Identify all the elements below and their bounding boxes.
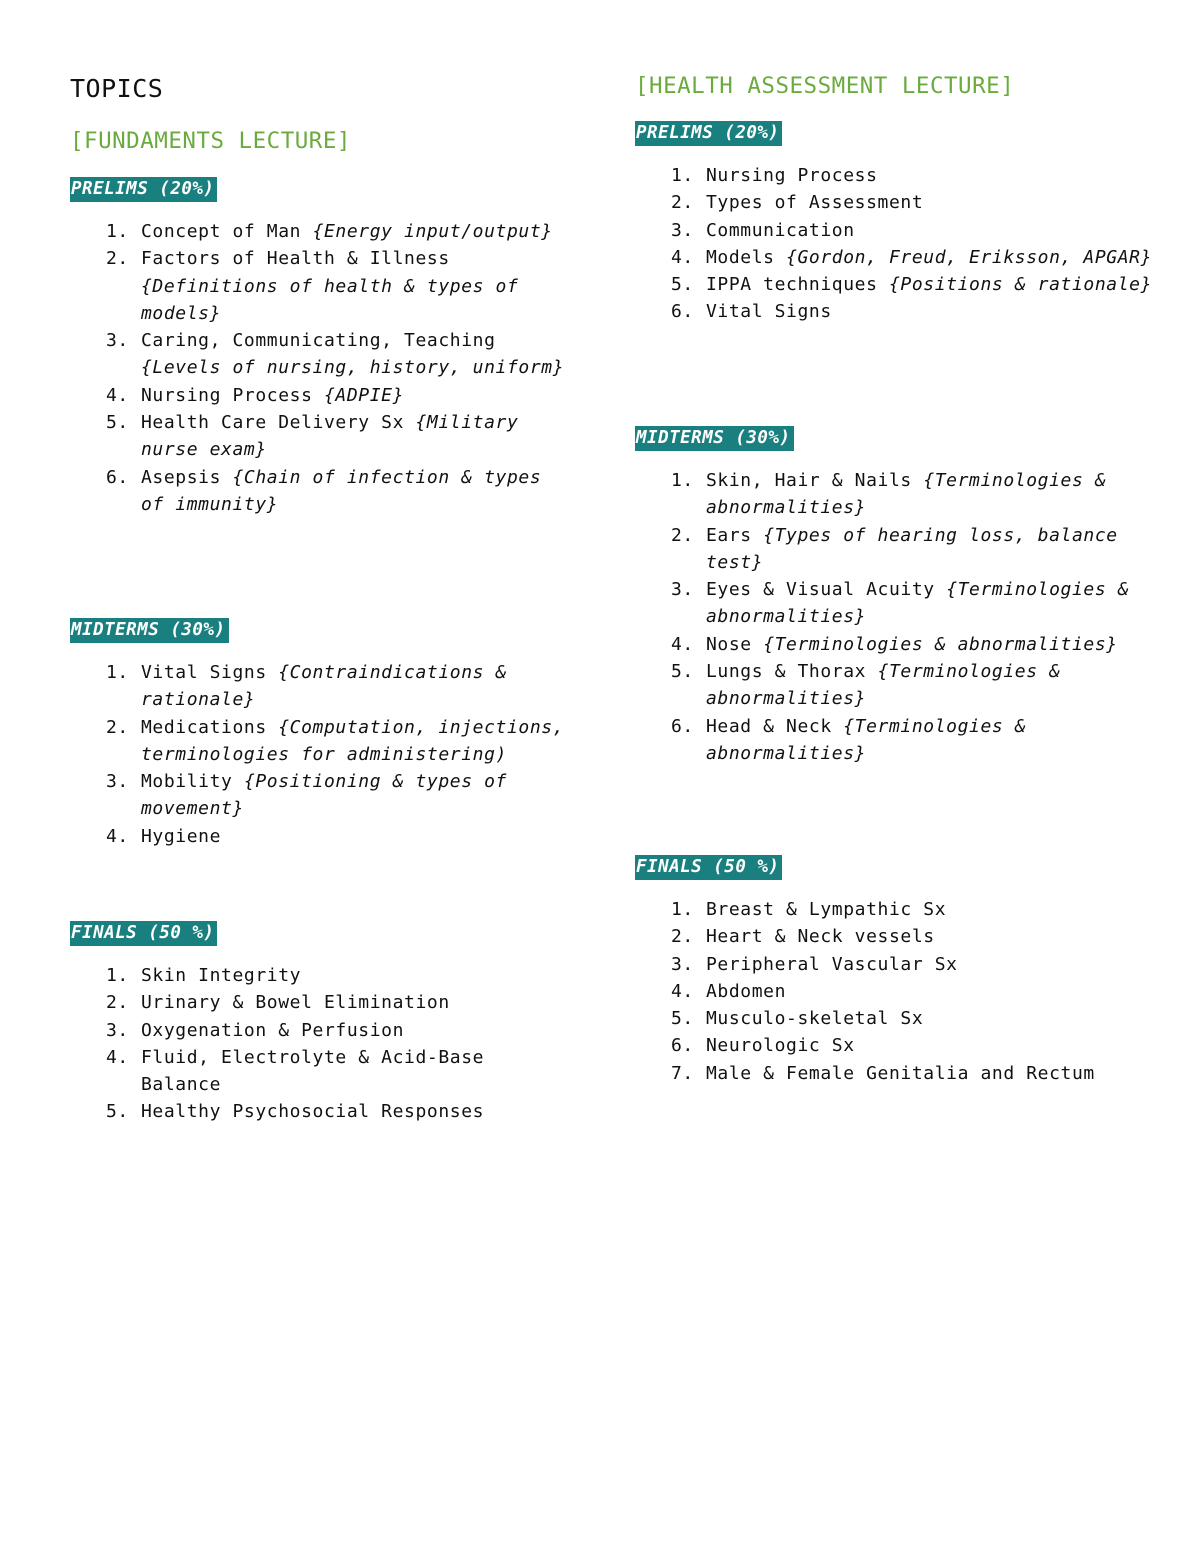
topic-list [70, 962, 570, 1126]
topic-list [635, 896, 1155, 1087]
topic-item [70, 1017, 570, 1044]
topic-title: Heart & Neck vessels [706, 926, 935, 948]
topic-detail: {Chain of infection & types of immunity} [141, 466, 542, 515]
topic-item [635, 189, 1155, 216]
topic-title: Health Care Delivery Sx [141, 412, 416, 434]
topic-number: 1. [671, 899, 694, 920]
topic-number: 4. [671, 246, 694, 268]
topic-number: 4. [671, 633, 694, 655]
topic-number: 2. [106, 992, 129, 1014]
topic-title: Mobility [141, 771, 244, 793]
topic-item [635, 244, 1155, 271]
topic-item [635, 951, 1155, 978]
topic-number: 5. [671, 1008, 694, 1030]
topic-item [70, 218, 570, 245]
topic-item [635, 162, 1155, 189]
topic-number: 2. [671, 524, 694, 546]
topic-title: Abdomen [706, 980, 787, 1002]
topic-title: IPPA techniques [706, 274, 889, 296]
topic-item [635, 298, 1155, 325]
topic-number: 4. [106, 825, 129, 847]
section-finals-health-assessment [635, 855, 1155, 1087]
topic-item [635, 467, 1155, 522]
midterms-badge: MIDTERMS (30%) [635, 426, 794, 451]
topic-item [70, 768, 570, 823]
topic-number: 3. [106, 771, 129, 793]
section-midterms-health-assessment [635, 426, 1155, 767]
topic-item [635, 522, 1155, 577]
topic-title: Neurologic Sx [706, 1035, 855, 1057]
topic-detail: {Positioning & types of movement} [141, 771, 507, 820]
page-title: TOPICS [70, 74, 164, 103]
topic-number: 3. [671, 953, 694, 975]
topic-title: Musculo-skeletal Sx [706, 1008, 924, 1030]
topic-number: 3. [106, 330, 129, 352]
topic-item [70, 823, 570, 850]
topic-item [635, 1060, 1155, 1087]
topic-item [635, 896, 1155, 923]
topic-title: Skin, Hair & Nails [706, 470, 924, 491]
topic-detail: {Types of hearing loss, balance test} [706, 524, 1118, 573]
topic-title: Factors of Health & Illness [141, 248, 450, 270]
topic-detail: {Terminologies & abnormalities} [706, 661, 1061, 710]
topic-item [635, 631, 1155, 658]
topic-number: 1. [106, 965, 129, 986]
topic-number: 6. [671, 1035, 694, 1057]
section-prelims-health-assessment [635, 121, 1155, 326]
topic-title: Lungs & Thorax [706, 661, 878, 683]
topic-title: Oxygenation & Perfusion [141, 1019, 405, 1041]
finals-badge: FINALS (50 %) [70, 921, 217, 946]
topic-title: Caring, Communicating, Teaching [141, 330, 496, 352]
topic-detail: {Levels of nursing, history, uniform} [141, 357, 565, 379]
topic-detail: {ADPIE} [324, 384, 405, 406]
topic-title: Breast & Lympathic Sx [706, 899, 947, 920]
topic-list [70, 218, 570, 518]
topic-item [635, 217, 1155, 244]
topic-item [70, 989, 570, 1016]
topic-number: 4. [671, 980, 694, 1002]
topic-title: Vital Signs [706, 301, 832, 323]
topic-item [70, 714, 570, 769]
topic-detail: {Computation, injections, terminologies for administering) [141, 716, 565, 765]
topic-detail: {Terminologies & abnormalities} [706, 715, 1027, 764]
prelims-badge: PRELIMS (20%) [635, 121, 782, 146]
topic-item [70, 1044, 570, 1099]
course-title-health-assessment: [HEALTH ASSESSMENT LECTURE] [635, 73, 1015, 99]
topic-number: 7. [671, 1062, 694, 1084]
topic-title: Communication [706, 219, 855, 241]
topic-item [70, 245, 570, 327]
midterms-badge: MIDTERMS (30%) [70, 618, 229, 643]
section-midterms-fundamentals [70, 618, 570, 850]
topic-number: 3. [671, 579, 694, 601]
topic-title: Medications [141, 716, 279, 738]
topic-item [635, 576, 1155, 631]
section-prelims-fundamentals [70, 177, 570, 518]
topic-detail: {Terminologies & abnormalities} [706, 470, 1107, 519]
topic-item [635, 1005, 1155, 1032]
section-finals-fundamentals [70, 921, 570, 1126]
topic-detail: {Contraindications & rationale} [141, 662, 507, 711]
topic-title: Urinary & Bowel Elimination [141, 992, 450, 1014]
topic-number: 6. [106, 466, 129, 488]
topic-title: Peripheral Vascular Sx [706, 953, 958, 975]
topic-title: Models [706, 246, 787, 268]
topic-item [635, 923, 1155, 950]
prelims-badge: PRELIMS (20%) [70, 177, 217, 202]
topic-detail: {Gordon, Freud, Eriksson, APGAR} [786, 246, 1153, 268]
topic-title: Skin Integrity [141, 965, 302, 986]
topic-number: 4. [106, 1046, 129, 1068]
topic-item [70, 327, 570, 382]
topic-number: 5. [106, 412, 129, 434]
topic-number: 2. [106, 248, 129, 270]
topic-item [635, 271, 1155, 298]
topic-item [70, 1098, 570, 1125]
topic-title: Healthy Psychosocial Responses [141, 1101, 485, 1123]
topic-detail: {Military nurse exam} [141, 412, 519, 461]
topic-item [70, 382, 570, 409]
topic-title: Vital Signs [141, 662, 279, 683]
topic-list [70, 659, 570, 850]
topic-number: 1. [671, 470, 694, 491]
topic-item [70, 962, 570, 989]
topic-title: Eyes & Visual Acuity [706, 579, 947, 601]
topic-item [635, 658, 1155, 713]
topic-item [70, 659, 570, 714]
topic-number: 5. [106, 1101, 129, 1123]
topic-detail: {Terminologies & abnormalities} [706, 579, 1130, 628]
topic-number: 4. [106, 384, 129, 406]
topic-title: Male & Female Genitalia and Rectum [706, 1062, 1095, 1084]
topic-number: 1. [106, 662, 129, 683]
topic-item [635, 713, 1155, 768]
topic-title: Ears [706, 524, 764, 546]
topic-title: Nose [706, 633, 764, 655]
course-title-fundamentals: [FUNDAMENTS LECTURE] [70, 128, 351, 154]
topic-number: 1. [671, 165, 694, 186]
topic-title: Asepsis [141, 466, 233, 488]
topic-detail: {Energy input/output} [312, 221, 553, 242]
topic-item [70, 409, 570, 464]
topic-number: 5. [671, 274, 694, 296]
topic-number: 6. [671, 301, 694, 323]
topic-item [635, 1032, 1155, 1059]
finals-badge: FINALS (50 %) [635, 855, 782, 880]
topic-detail: {Terminologies & abnormalities} [763, 633, 1118, 655]
topic-list [635, 162, 1155, 326]
topic-title: Hygiene [141, 825, 222, 847]
topic-number: 3. [671, 219, 694, 241]
topic-title: Concept of Man [141, 221, 313, 242]
topic-title: Types of Assessment [706, 192, 924, 214]
topic-list [635, 467, 1155, 767]
topic-title: Head & Neck [706, 715, 844, 737]
topic-title: Nursing Process [706, 165, 878, 186]
topic-number: 2. [106, 716, 129, 738]
topic-number: 2. [671, 192, 694, 214]
topic-number: 6. [671, 715, 694, 737]
topic-number: 3. [106, 1019, 129, 1041]
topic-number: 1. [106, 221, 129, 242]
topic-item [70, 464, 570, 519]
topic-title: Fluid, Electrolyte & Acid-Base Balance [141, 1046, 485, 1096]
topic-detail: {Definitions of health & types of models} [141, 275, 519, 324]
topic-number: 5. [671, 661, 694, 683]
topic-detail: {Positions & rationale} [889, 274, 1153, 296]
topic-title: Nursing Process [141, 384, 324, 406]
topic-item [635, 978, 1155, 1005]
topic-number: 2. [671, 926, 694, 948]
